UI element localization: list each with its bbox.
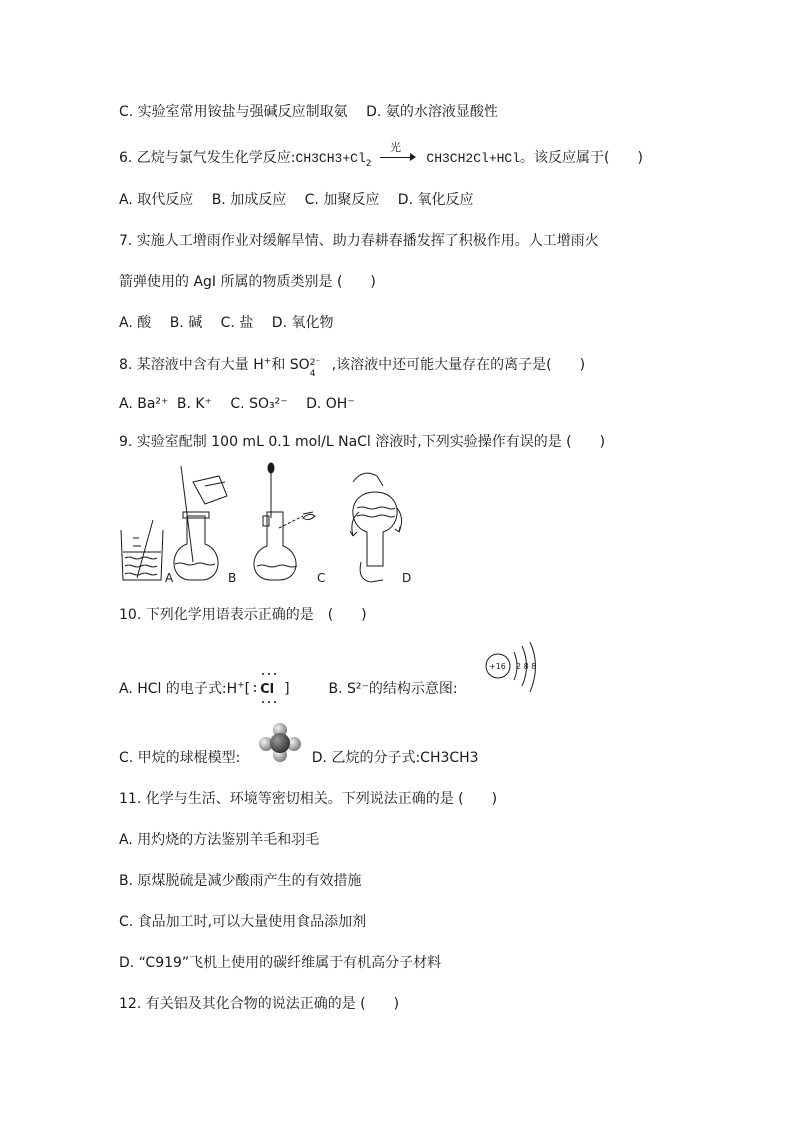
q10-options-ab: A. HCl 的电子式:H+[ Cl ] B. S²⁻的结构示意图: [119,679,458,699]
q6-option-b: B. 加成反应 [211,192,287,208]
q7-options [119,313,333,333]
q8-stem-post: ,该溶液中还可能大量存在的离子是( ) [331,357,586,373]
q7-option-c: C. 盐 [220,315,254,331]
q9-apparatus-figure [117,462,422,590]
q8-stem-sup: + [263,356,272,367]
q11-stem: 11. 化学与生活、环境等密切相关。下列说法正确的是 ( ) [119,791,498,807]
q8-option-c: C. SO₃²⁻ [230,396,288,412]
q7-option-a: A. 酸 [119,315,152,331]
q9-stem: 9. 实验室配制 100 mL 0.1 mol/L NaCl 溶液时,下列实验操作有误的是 ( ) [119,434,606,450]
q6-option-c: C. 加聚反应 [304,192,380,208]
q11-option-c: C. 食品加工时,可以大量使用食品添加剂 [119,914,367,930]
q8-stem [119,355,586,379]
q5-option-d: D. 氨的水溶液显酸性 [366,104,498,120]
sulfate-subscript-icon: 2⁻ 4 [309,358,321,379]
q7-stem-line2: 箭弹使用的 AgI 所属的物质类别是 ( ) [119,274,376,290]
q5-option-c: C. 实验室常用铵盐与强碱反应制取氨 [119,104,348,120]
q6-reactant2: Cl [350,151,366,166]
q11-option-d: D. “C919”飞机上使用的碳纤维属于有机高分子材料 [119,955,442,971]
q7-option-b: B. 碱 [169,315,203,331]
q10-option-a-text: A. HCl 的电子式:H [119,681,238,697]
q9-label-b: B [228,571,237,585]
q10-stem: 10. 下列化学用语表示正确的是 ( ) [119,607,367,623]
q6-reactant1: CH3CH3 [295,151,343,166]
q6-stem [119,141,643,169]
q8-option-b: B. K⁺ [176,396,212,412]
q6-option-d: D. 氧化反应 [397,192,474,208]
q9-label-d: D [402,571,412,585]
s-nucleus-charge: +16 [489,662,506,671]
q8-option-d: D. OH⁻ [306,396,355,412]
q6-stem-post: 。该反应属于( ) [520,150,643,166]
beaker-icon [121,520,163,580]
q11-option-a: A. 用灼烧的方法鉴别羊毛和羽毛 [119,832,320,848]
electron-dot-icon [250,679,284,699]
reaction-arrow-icon [380,141,418,168]
q5-options [119,102,498,122]
q6-arrow-label: 光 [389,141,401,154]
q10-a-cl: Cl [260,682,275,697]
q6-stem-pre: 6. 乙烷与氯气发生化学反应: [119,150,296,166]
q6-product: CH3CH2Cl+HCl [426,151,521,166]
volumetric-flask-invert-icon [350,473,402,582]
q10-option-b-text: B. S²⁻的结构示意图: [328,681,458,697]
q8-options [119,394,355,414]
q6-options [119,190,473,210]
q7-stem-line1: 7. 实施人工增雨作业对缓解旱情、助力春耕春播发挥了积极作用。人工增雨火 [119,233,599,249]
q9-label-c: C [317,571,326,585]
s-electron-shells: 2 8 8 [516,662,537,671]
q6-option-a: A. 取代反应 [119,192,194,208]
methane-ball-stick-model-icon [258,722,302,764]
sulfide-ion-structure-icon [484,640,546,696]
q8-option-a: A. Ba²⁺ [119,396,169,412]
q6-reactant2-sub: 2 [365,158,372,169]
q8-stem-pre: 8. 某溶液中含有大量 H [119,357,264,373]
q9-label-a: A [165,571,174,585]
q11-option-b: B. 原煤脱硫是减少酸雨产生的有效措施 [119,873,362,889]
volumetric-flask-dropper-icon [254,463,315,580]
q8-stem-and: 和 SO [271,357,310,373]
q6-plus: + [342,151,351,166]
q10-option-d-text: D. 乙烷的分子式:CH3CH3 [311,750,479,766]
q10-option-c-text: C. 甲烷的球棍模型: [119,750,241,766]
q7-option-d: D. 氧化物 [271,315,334,331]
q12-stem: 12. 有关铝及其化合物的说法正确的是 ( ) [119,996,400,1012]
volumetric-flask-pour-icon [174,466,227,580]
